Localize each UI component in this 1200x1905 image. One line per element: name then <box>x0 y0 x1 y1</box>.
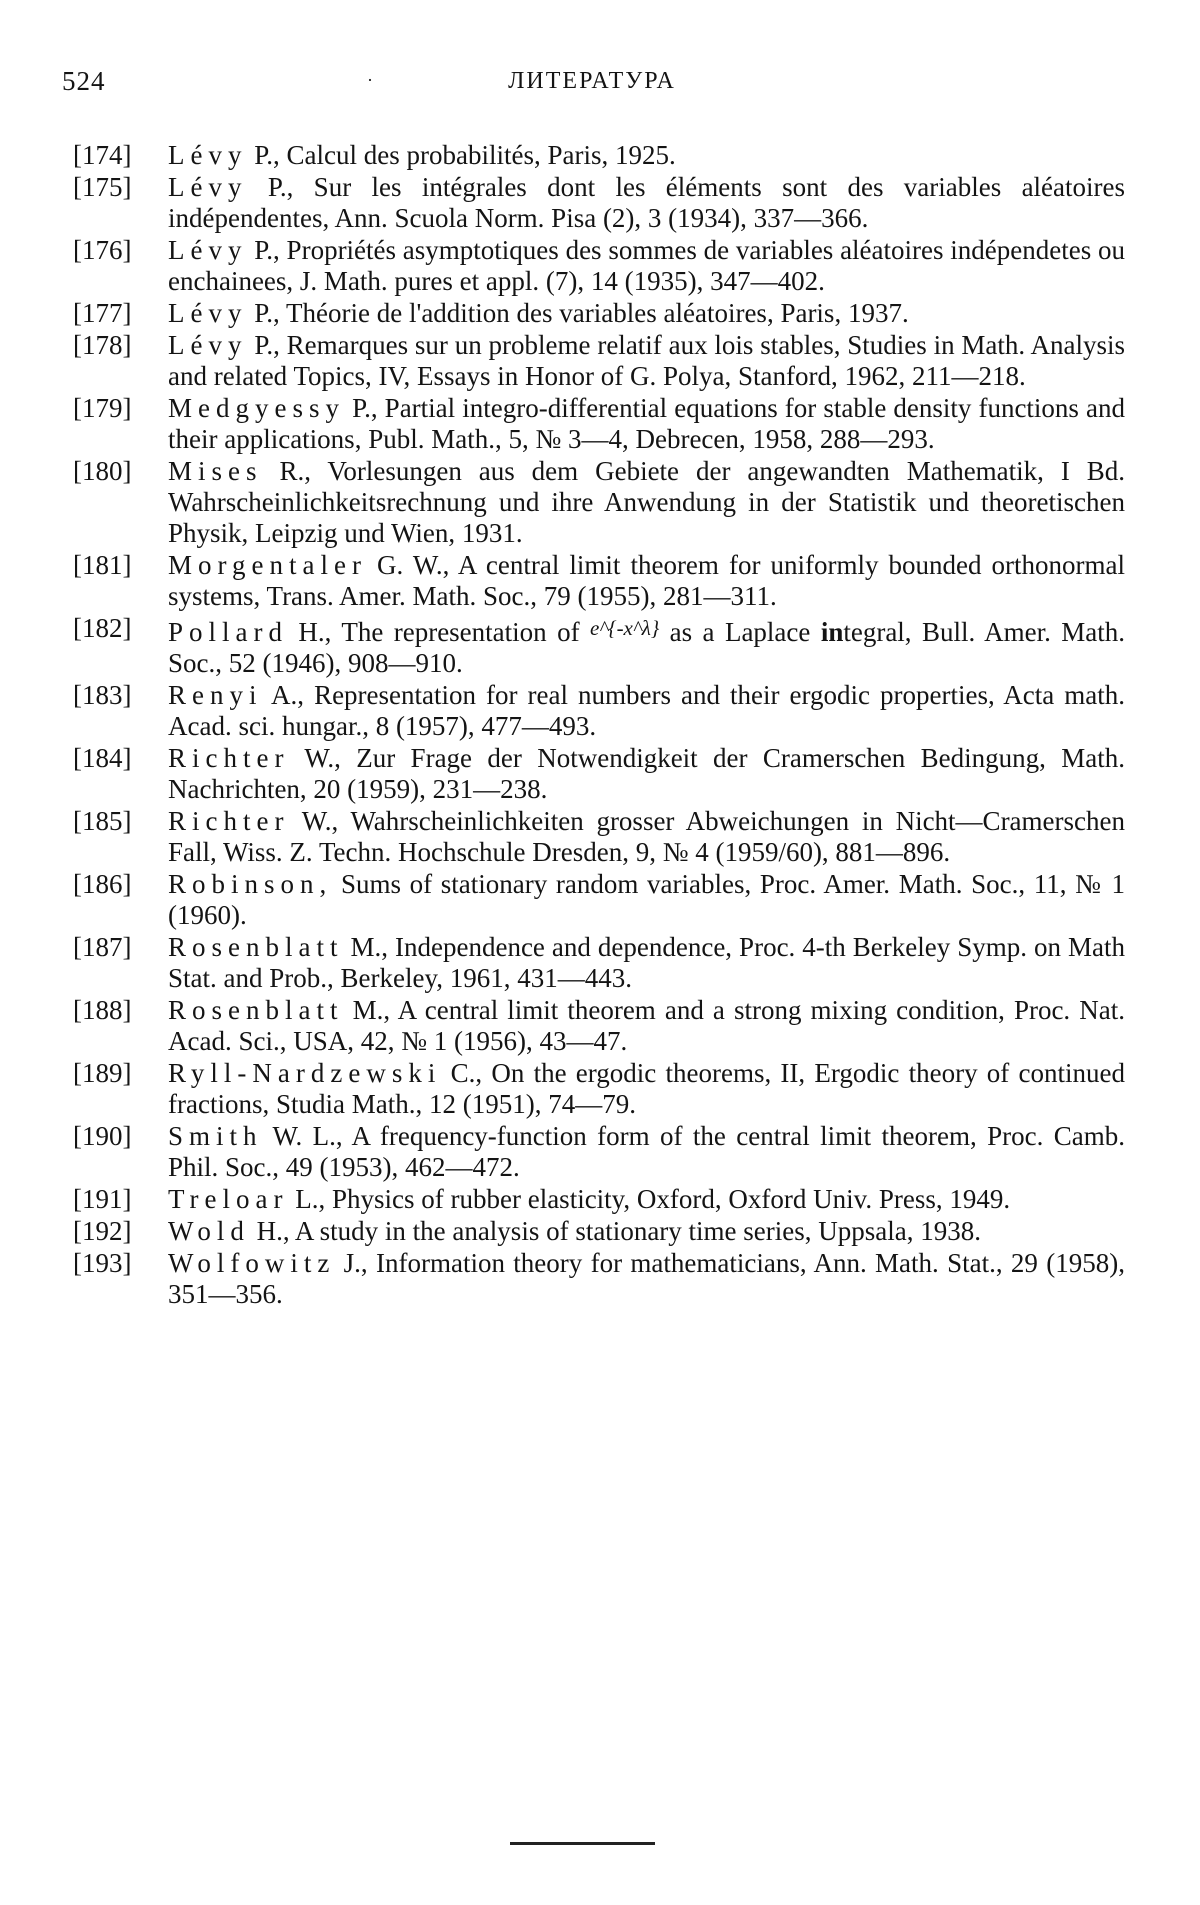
reference-item <box>73 140 1125 171</box>
reference-number: [181] <box>73 550 132 580</box>
page-header <box>62 66 1122 106</box>
reference-number: [190] <box>73 1121 132 1151</box>
reference-item <box>73 393 1125 455</box>
reference-number: [188] <box>73 995 132 1025</box>
reference-item <box>73 1248 1125 1310</box>
reference-number: [193] <box>73 1248 132 1278</box>
reference-author: Richter <box>168 806 290 836</box>
reference-item <box>73 680 1125 742</box>
reference-number: [189] <box>73 1058 132 1088</box>
reference-item <box>73 235 1125 297</box>
reference-item <box>73 932 1125 994</box>
bold-fragment: in <box>820 617 844 647</box>
reference-text: P., Propriétés asymptotiques des sommes de variables aléatoires indépendetes ou enchainees, J. Math. pures et appl. (7), 14 (1935), 347—402. <box>168 235 1126 296</box>
reference-text: J., Information theory for mathematicians, Ann. Math. Stat., 29 (1958), 351—356. <box>168 1248 1126 1309</box>
reference-number: [183] <box>73 680 132 710</box>
reference-item <box>73 1216 1125 1247</box>
reference-item <box>73 743 1125 805</box>
end-divider <box>510 1842 655 1845</box>
reference-number: [192] <box>73 1216 132 1246</box>
reference-item <box>73 806 1125 868</box>
reference-text: P., Partial integro-differential equations for stable density functions and their applications, Publ. Math., 5, № 3—4, Debrecen, 1958, 288—293. <box>168 393 1125 454</box>
reference-number: [179] <box>73 393 132 423</box>
reference-author: Ryll-Nardzewski <box>168 1058 442 1088</box>
reference-item <box>73 1058 1125 1120</box>
page-number: 524 <box>62 66 106 96</box>
reference-author: Mises <box>168 456 263 486</box>
reference-number: [175] <box>73 172 132 202</box>
reference-item <box>73 1184 1125 1215</box>
reference-author: Lévy <box>168 330 248 360</box>
reference-author: Smith <box>168 1121 263 1151</box>
reference-item <box>73 869 1125 931</box>
header-dot-mark: · <box>367 70 373 90</box>
reference-text: P., Calcul des probabilités, Paris, 1925. <box>254 140 676 170</box>
reference-text: A., Representation for real numbers and their ergodic properties, Acta math. Acad. sci. hungar., 8 (1957), 477—493. <box>168 680 1126 741</box>
reference-text: M., Independence and dependence, Proc. 4-th Berkeley Symp. on Math Stat. and Prob., Berkeley, 1961, 431—443. <box>168 932 1125 993</box>
reference-author: Richter <box>168 743 290 773</box>
reference-author: Renyi <box>168 680 263 710</box>
reference-list <box>73 140 1125 1311</box>
reference-text: tegral, Bull. Amer. Math. Soc., 52 (1946), 908—910. <box>168 617 1126 678</box>
reference-author: Medgyessy <box>168 393 345 423</box>
reference-item <box>73 550 1125 612</box>
reference-author: Lévy <box>168 235 248 265</box>
reference-number: [182] <box>73 613 132 643</box>
reference-text: G. W., A central limit theorem for uniformly bounded orthonormal systems, Trans. Amer. Math. Soc., 79 (1955), 281—311. <box>168 550 1126 611</box>
reference-number: [178] <box>73 330 132 360</box>
reference-number: [177] <box>73 298 132 328</box>
reference-text: C., On the ergodic theorems, II, Ergodic theory of continued fractions, Studia Math., 12 (1951), 74—79. <box>168 1058 1125 1119</box>
reference-number: [180] <box>73 456 132 486</box>
reference-item <box>73 613 1125 679</box>
reference-text: H., The representation of <box>298 617 580 647</box>
reference-number: [176] <box>73 235 132 265</box>
reference-text: P., Sur les intégrales dont les éléments sont des variables aléatoires indépendentes, Ann. Scuola Norm. Pisa (2), 3 (1934), 337—366. <box>168 172 1126 233</box>
reference-item <box>73 456 1125 549</box>
reference-text: H., A study in the analysis of stationary time series, Uppsala, 1938. <box>256 1216 981 1246</box>
reference-item <box>73 1121 1125 1183</box>
reference-item <box>73 330 1125 392</box>
reference-text: P., Remarques sur un probleme relatif aux lois stables, Studies in Math. Analysis and related Topics, IV, Essays in Honor of G. Polya, Stanford, 1962, 211—218. <box>168 330 1125 391</box>
reference-author: Lévy <box>168 298 248 328</box>
reference-text: L., Physics of rubber elasticity, Oxford, Oxford Univ. Press, 1949. <box>295 1184 1011 1214</box>
reference-author: Robinson, <box>168 869 333 899</box>
reference-author: Wolfowitz <box>168 1248 336 1278</box>
reference-text: R., Vorlesungen aus dem Gebiete der angewandten Mathematik, I Bd. Wahrscheinlichkeitsrechnung und ihre Anwendung in der Statistik und theoretischen Physik, Leipzig und Wien, 1931. <box>168 456 1126 548</box>
reference-author: Morgentaler <box>168 550 367 580</box>
reference-number: [184] <box>73 743 132 773</box>
reference-number: [185] <box>73 806 132 836</box>
reference-text: W., Wahrscheinlichkeiten grosser Abweichungen in Nicht—Cramerschen Fall, Wiss. Z. Techn. Hochschule Dresden, 9, № 4 (1959/60), 881—896. <box>168 806 1125 867</box>
reference-item <box>73 298 1125 329</box>
reference-author: Rosenblatt <box>168 932 344 962</box>
formula: e^{-x^λ} <box>589 616 660 640</box>
reference-item <box>73 172 1125 234</box>
reference-text: as a Laplace <box>669 617 811 647</box>
running-title: ЛИТЕРАТУРА <box>508 68 676 94</box>
reference-text: W. L., A frequency-function form of the central limit theorem, Proc. Camb. Phil. Soc., 49 (1953), 462—472. <box>168 1121 1126 1182</box>
reference-text: W., Zur Frage der Notwendigkeit der Cramerschen Bedingung, Math. Nachrichten, 20 (1959), 231—238. <box>168 743 1126 804</box>
reference-author: Rosenblatt <box>168 995 344 1025</box>
reference-author: Pollard <box>168 617 288 647</box>
reference-text: Sums of stationary random variables, Proc. Amer. Math. Soc., 11, № 1 (1960). <box>168 869 1126 930</box>
reference-number: [191] <box>73 1184 132 1214</box>
reference-author: Lévy <box>168 140 248 170</box>
reference-item <box>73 995 1125 1057</box>
reference-author: Treloar <box>168 1184 289 1214</box>
reference-text: P., Théorie de l'addition des variables aléatoires, Paris, 1937. <box>254 298 909 328</box>
reference-author: Lévy <box>168 172 248 202</box>
reference-number: [187] <box>73 932 132 962</box>
reference-number: [186] <box>73 869 132 899</box>
reference-text: M., A central limit theorem and a strong mixing condition, Proc. Nat. Acad. Sci., USA, 42, № 1 (1956), 43—47. <box>168 995 1125 1056</box>
reference-number: [174] <box>73 140 132 170</box>
reference-author: Wold <box>168 1216 250 1246</box>
